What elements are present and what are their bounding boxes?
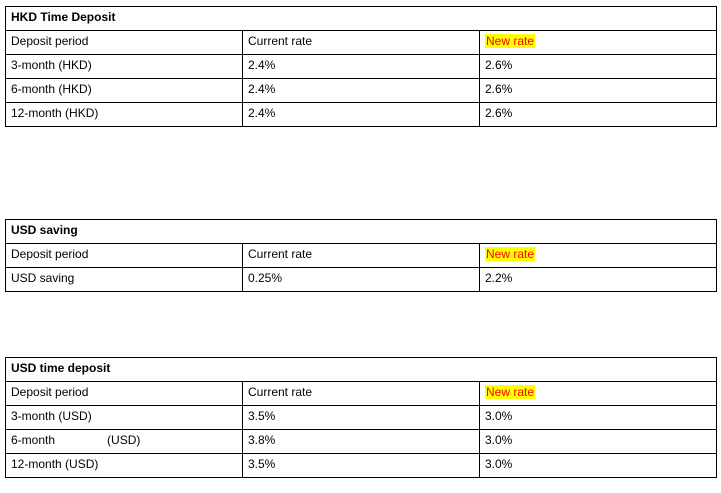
- table-title-row: [6, 7, 717, 31]
- cell-new-rate: 2.6%: [480, 79, 717, 103]
- cell-deposit-period: [6, 430, 243, 454]
- cell-deposit-period: 3-month (HKD): [6, 55, 243, 79]
- table-header-row: [6, 31, 717, 55]
- cell-new-rate: 3.0%: [480, 454, 717, 478]
- cell-deposit-period-suffix: (USD): [107, 433, 141, 447]
- cell-current-rate: 2.4%: [243, 79, 480, 103]
- cell-current-rate: 3.5%: [243, 454, 480, 478]
- cell-current-rate: 3.5%: [243, 406, 480, 430]
- column-header-new-rate: [480, 31, 717, 55]
- column-header-new-rate: [480, 244, 717, 268]
- table-row: [6, 454, 717, 478]
- cell-new-rate: 2.2%: [480, 268, 717, 292]
- table-header-row: [6, 382, 717, 406]
- table-row: [6, 55, 717, 79]
- table-row: [6, 103, 717, 127]
- column-header-current-rate: Current rate: [243, 244, 480, 268]
- cell-deposit-period: 3-month (USD): [6, 406, 243, 430]
- new-rate-highlight: New rate: [486, 34, 535, 48]
- table-header-row: [6, 244, 717, 268]
- cell-deposit-period: 6-month (HKD): [6, 79, 243, 103]
- cell-deposit-period: 12-month (HKD): [6, 103, 243, 127]
- table-row: [6, 268, 717, 292]
- cell-current-rate: 3.8%: [243, 430, 480, 454]
- table-title: USD saving: [6, 220, 717, 244]
- cell-deposit-period: 12-month (USD): [6, 454, 243, 478]
- table-row: [6, 430, 717, 454]
- cell-current-rate: 2.4%: [243, 103, 480, 127]
- new-rate-highlight: New rate: [486, 247, 535, 261]
- table-title-row: [6, 220, 717, 244]
- column-header-current-rate: Current rate: [243, 382, 480, 406]
- cell-new-rate: 3.0%: [480, 406, 717, 430]
- table-usd-time-deposit: [5, 357, 717, 478]
- column-header-deposit-period: Deposit period: [6, 244, 243, 268]
- column-header-deposit-period: Deposit period: [6, 31, 243, 55]
- table-title-row: [6, 358, 717, 382]
- cell-current-rate: 2.4%: [243, 55, 480, 79]
- table-title: USD time deposit: [6, 358, 717, 382]
- table-title: HKD Time Deposit: [6, 7, 717, 31]
- column-header-new-rate: [480, 382, 717, 406]
- cell-new-rate: 2.6%: [480, 55, 717, 79]
- table-row: [6, 406, 717, 430]
- table-hkd-time-deposit: [5, 6, 717, 127]
- table-usd-saving: [5, 219, 717, 292]
- column-header-current-rate: Current rate: [243, 31, 480, 55]
- cell-deposit-period-label: 6-month: [11, 433, 56, 447]
- table-row: [6, 79, 717, 103]
- new-rate-highlight: New rate: [486, 385, 535, 399]
- column-header-deposit-period: Deposit period: [6, 382, 243, 406]
- cell-new-rate: 2.6%: [480, 103, 717, 127]
- cell-new-rate: 3.0%: [480, 430, 717, 454]
- cell-deposit-period: USD saving: [6, 268, 243, 292]
- cell-current-rate: 0.25%: [243, 268, 480, 292]
